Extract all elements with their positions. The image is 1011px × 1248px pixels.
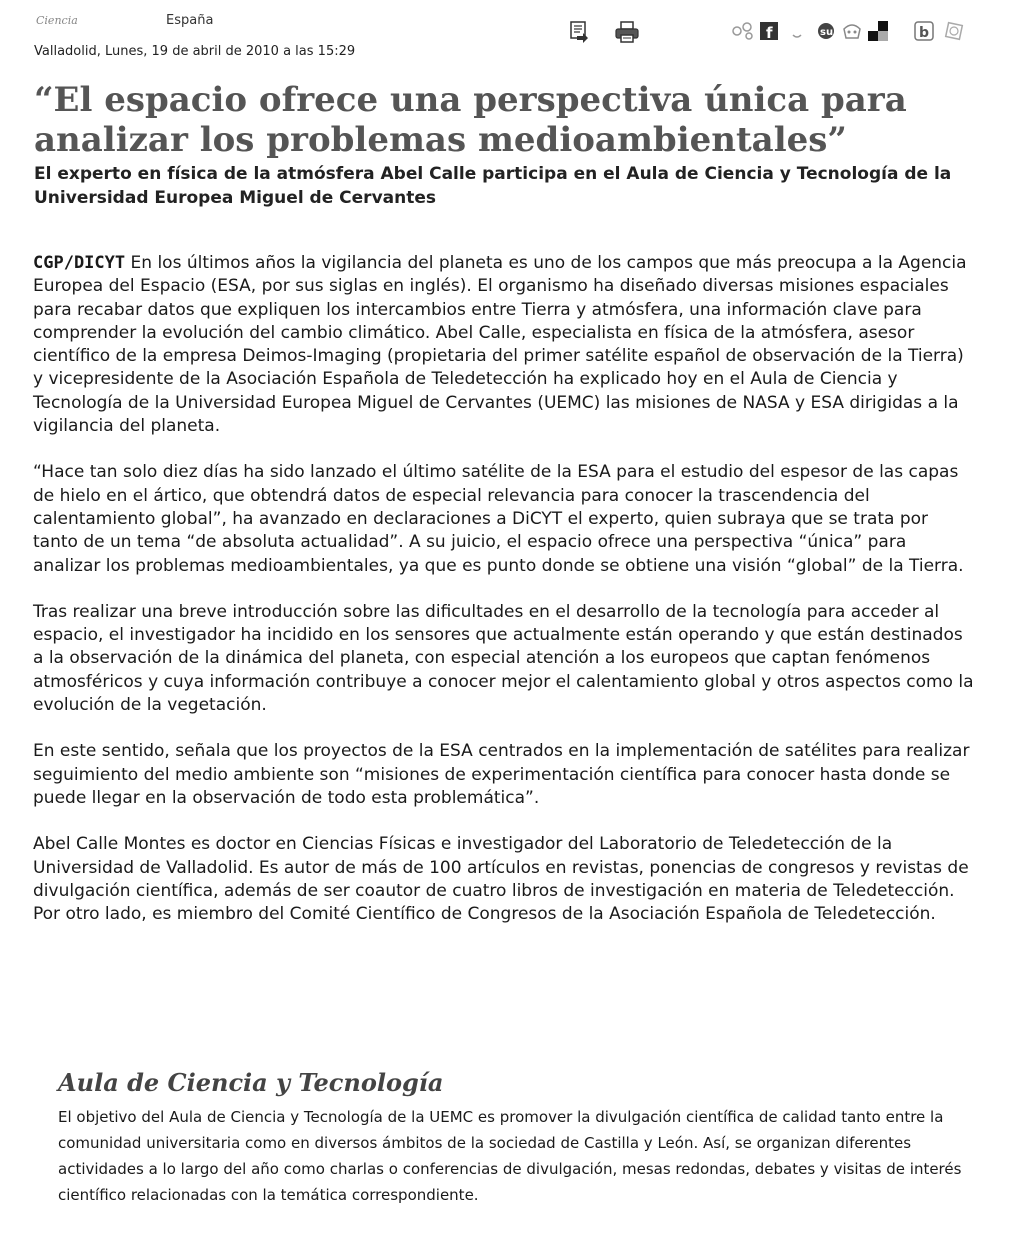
aula-section-text: El objetivo del Aula de Ciencia y Tecnología de la UEMC es promover la divulgación científica de calidad tanto entre la comunidad universitaria como en diversos ámbitos de la sociedad de Castilla y León. Así, se organizan diferentes actividades a lo largo del año como charlas o conferencias de divulgación, mesas redondas, debates y visitas de interés científico relacionadas con la temática correspondiente. [58, 1108, 962, 1204]
share-icon[interactable] [730, 20, 756, 42]
section-label[interactable]: Ciencia [36, 14, 78, 27]
bitacoras-icon[interactable] [840, 20, 864, 42]
meneame-icon[interactable] [790, 20, 804, 42]
article-subhead: El experto en física de la atmósfera Abel Calle participa en el Aula de Ciencia y Tecnología de la Universidad Europea Miguel de Cervantes [34, 164, 952, 208]
article-headline: “El espacio ofrece una perspectiva única para analizar los problemas medioambientales” [34, 80, 907, 160]
article-body [33, 252, 978, 949]
region-label[interactable]: España [166, 13, 214, 28]
article-paragraph [33, 252, 978, 438]
send-email-icon[interactable] [566, 20, 592, 44]
agency-byline: CGP/DICYT [33, 253, 126, 273]
aula-section-title: Aula de Ciencia y Tecnología [58, 1068, 444, 1097]
facebook-icon[interactable] [758, 20, 780, 42]
article-paragraph: Abel Calle Montes es doctor en Ciencias Físicas e investigador del Laboratorio de Teledetección de la Universidad de Valladolid. Es autor de más de 100 artículos en revistas, ponencias de congresos y revistas de divulgación científica, además de ser coautor de cuatro libros de investigación en materia de Teledetección. Por otro lado, es miembro del Comité Científico de Congresos de la Asociación Española de Teledetección. [33, 834, 969, 925]
digg-icon[interactable] [814, 20, 838, 42]
svg-text:b: b [919, 25, 930, 41]
dateline: Valladolid, Lunes, 19 de abril de 2010 a las 15:29 [34, 44, 356, 59]
other-share-icon[interactable] [942, 20, 966, 42]
svg-text:su: su [820, 27, 834, 38]
print-icon[interactable] [614, 20, 640, 44]
paragraph-text: En los últimos años la vigilancia del planeta es uno de los campos que más preocupa a la Agencia Europea del Espacio (ESA, por sus siglas en inglés). El organismo ha diseñado diversas misiones espaciales para recabar datos que expliquen los intercambios entre Tierra y atmósfera, una información clave para comprender la evolución del cambio climático. Abel Calle, especialista en física de la atmósfera, asesor científico de la empresa Deimos-Imaging (propietaria del primer satélite español de observación de la Tierra) y vicepresidente de la Asociación Española de Teledetección ha explicado hoy en el Aula de Ciencia y Tecnología de la Universidad Europea Miguel de Cervantes (UEMC) las misiones de NASA y ESA dirigidas a la vigilancia del planeta. [33, 253, 967, 437]
article-paragraph: En este sentido, señala que los proyectos de la ESA centrados en la implementación de satélites para realizar seguimiento del medio ambiente son “misiones de experimentación científica para conocer hasta donde se puede llegar en la observación de todo esta problemática”. [33, 741, 970, 808]
svg-text:f: f [766, 24, 773, 41]
article-header [0, 0, 1011, 70]
article-paragraph: Tras realizar una breve introducción sobre las dificultades en el desarrollo de la tecnología para acceder al espacio, el investigador ha incidido en los sensores que actualmente están operando y que están destinados a la observación de la dinámica del planeta, con especial atención a los europeos que captan fenómenos atmosféricos y cuya información contribuye a conocer mejor el calentamiento global y otros aspectos como la evolución de la vegetación. [33, 601, 974, 716]
delicious-icon[interactable] [866, 20, 890, 42]
blogger-icon[interactable] [912, 20, 936, 42]
article-paragraph: “Hace tan solo diez días ha sido lanzado el último satélite de la ESA para el estudio del espesor de las capas de hielo en el ártico, que obtendrá datos de especial relevancia para conocer la trascendencia del calentamiento global”, ha avanzado en declaraciones a DiCYT el experto, quien subraya que se trata por tanto de un tema “de absoluta actualidad”. A su juicio, el espacio ofrece una perspectiva “única” para analizar los problemas medioambientales, ya que es punto donde se obtiene una visión “global” de la Tierra. [33, 462, 964, 576]
